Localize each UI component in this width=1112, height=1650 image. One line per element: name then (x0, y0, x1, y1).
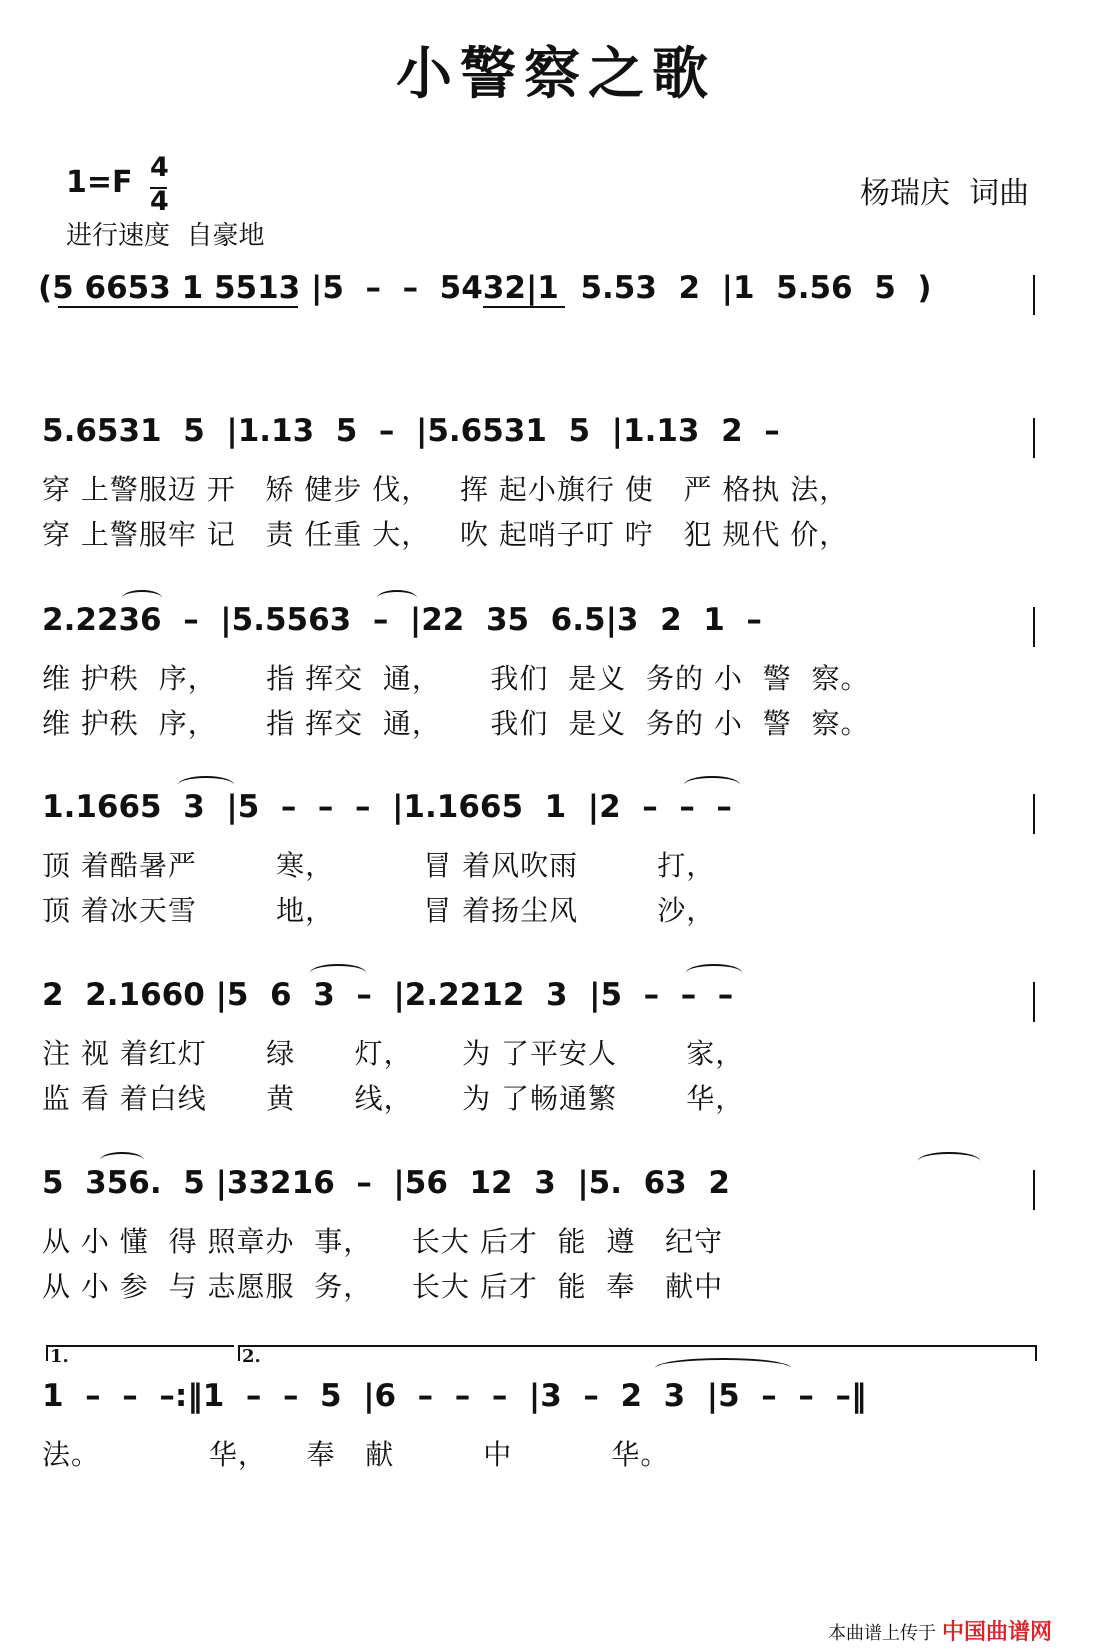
lyric-verse-2: 监 看 着白线 黄 线， 为 了畅通繁 华， (42, 1082, 745, 1115)
lyric-verse-2: 维 护秩 序， 指 挥交 通， 我们 是义 务的 小 警 察。 (42, 707, 870, 740)
score-line: 1 – – –:‖1 – – 5 |6 – – – |3 – 2 3 |5 – – –‖ (42, 1378, 867, 1414)
slur-arc (178, 776, 234, 794)
slur-arc (684, 776, 740, 794)
lyric-verse-2: 顶 着冰天雪 地， 冒 着扬尘风 沙， (42, 894, 716, 927)
composer-credit: 杨瑞庆 词曲 (860, 176, 1030, 211)
tie-arc (100, 1152, 144, 1168)
tempo-marking: 进行速度 自豪地 (66, 221, 265, 251)
slur-arc (655, 1358, 791, 1378)
lyric-verse-1: 顶 着酷暑严 寒， 冒 着风吹雨 打， (42, 849, 716, 882)
first-ending-bracket (46, 1345, 234, 1361)
second-ending-label: 2. (242, 1346, 261, 1367)
score-line: 5.6531 5 |1.13 5 – |5.6531 5 |1.13 2 – (42, 413, 780, 449)
second-ending-bracket (238, 1345, 1037, 1361)
first-ending-label: 1. (50, 1346, 69, 1367)
intro-notation: (5 6653 1 5513 |5 – – 5432|1 5.53 2 |1 5.56 5 ) (38, 270, 932, 306)
score-line: 5 356. 5 |33216 – |56 12 3 |5. 63 2 (42, 1165, 730, 1201)
tie-arc (122, 590, 162, 606)
lyric-verse-1: 注 视 着红灯 绿 灯， 为 了平安人 家， (42, 1037, 745, 1070)
slur-arc (918, 1152, 980, 1170)
watermark-text: 本曲谱上传于 (827, 1623, 936, 1644)
watermark (817, 1594, 1052, 1646)
lyric-verse-1: 维 护秩 序， 指 挥交 通， 我们 是义 务的 小 警 察。 (42, 662, 870, 695)
barline (1033, 607, 1035, 647)
page-title: 小警察之歌 (396, 41, 716, 107)
watermark-brand: 中国曲谱网 (941, 1620, 1052, 1645)
score-line: 2 2.1660 |5 6 3 – |2.2212 3 |5 – – – (42, 977, 734, 1013)
lyric-verse-2: 穿 上警服牢 记 责 任重 大， 吹 起哨子叮 咛 犯 规代 价， (42, 518, 849, 551)
lyric-verse-1: 穿 上警服迈 开 矫 健步 伐， 挥 起小旗行 使 严 格执 法， (42, 473, 849, 506)
score-line: 2.2236 – |5.5563 – |22 35 6.5|3 2 1 – (42, 602, 762, 638)
tie-arc (377, 590, 417, 606)
lyric-verse-final: 法。 华， 奉 献 中 华。 (42, 1438, 670, 1471)
barline-end (1033, 275, 1035, 315)
score-line: 1.1665 3 |5 – – – |1.1665 1 |2 – – – (42, 789, 732, 825)
intro-underline (483, 306, 565, 308)
barline (1033, 794, 1035, 834)
key-signature: 1=F (66, 165, 133, 200)
time-signature-top: 4 (150, 152, 169, 183)
slur-arc (310, 964, 366, 982)
intro-underline (58, 306, 298, 308)
slur-arc (686, 964, 742, 982)
lyric-verse-1: 从 小 懂 得 照章办 事， 长大 后才 能 遵 纪守 (42, 1225, 724, 1258)
barline (1033, 1170, 1035, 1210)
barline (1033, 982, 1035, 1022)
time-signature-bottom: 4 (150, 186, 169, 217)
barline (1033, 418, 1035, 458)
lyric-verse-2: 从 小 参 与 志愿服 务， 长大 后才 能 奉 献中 (42, 1270, 724, 1303)
